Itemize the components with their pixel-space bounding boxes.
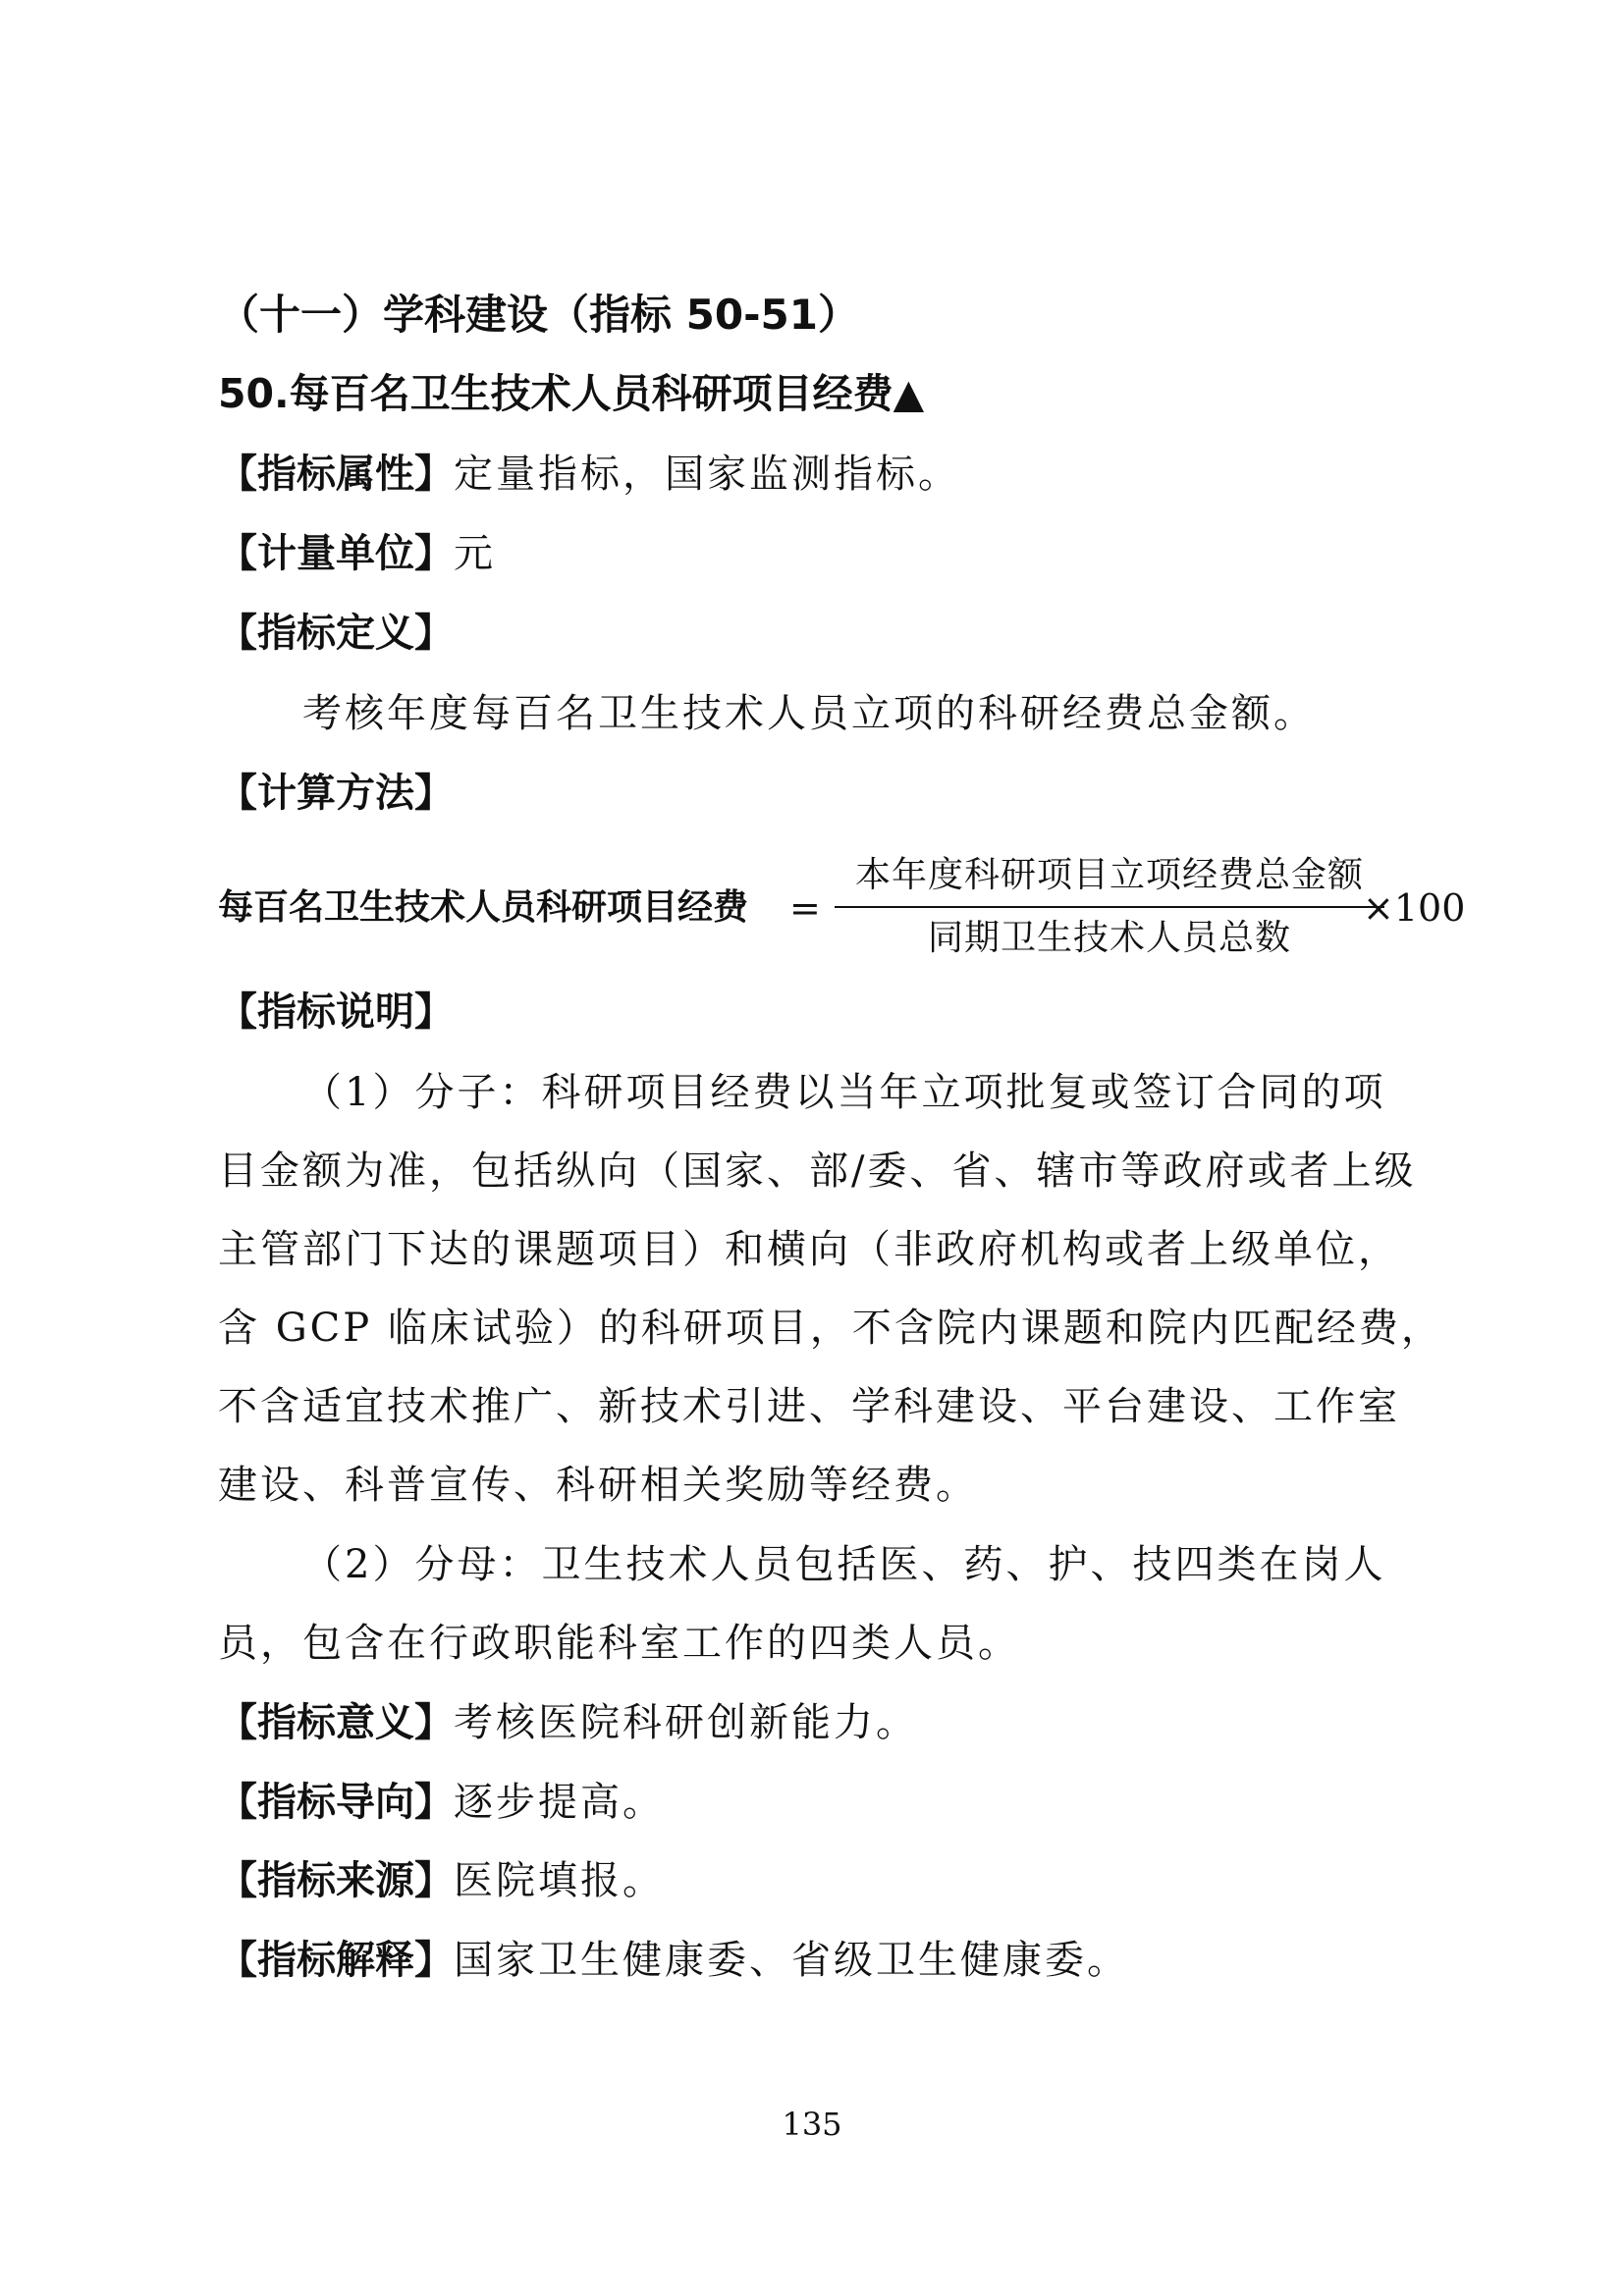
significance-row [218,1695,1435,1750]
interpretation-label: 【指标解释】 [218,1938,454,1983]
definition-label: 【指标定义】 [218,611,454,656]
orientation-row [218,1775,1435,1830]
explanation-line: 主管部门下达的课题项目）和横向（非政府机构或者上级单位， [218,1227,1400,1272]
calculation-label: 【计算方法】 [218,771,454,816]
explanation-line: 建设、科普宣传、科研相关奖励等经费。 [218,1463,978,1508]
explanation-line: 目金额为准，包括纵向（国家、部/委、省、辖市等政府或者上级 [218,1148,1417,1194]
calculation-formula [218,844,1485,972]
definition-label-row [218,606,1435,661]
formula-multiplier [1363,883,1465,933]
definition-text: 考核年度每百名卫生技术人员立项的科研经费总金额。 [302,691,1316,736]
attribute-value: 定量指标，国家监测指标。 [454,452,960,497]
times-sign: × [1363,886,1394,930]
source-label: 【指标来源】 [218,1858,454,1903]
section-title: （十一）学科建设（指标 50-51） [218,291,859,339]
formula-numerator: 本年度科研项目立项经费总金额 [854,855,1364,895]
fraction-bar [835,906,1384,908]
orientation-label: 【指标导向】 [218,1780,454,1825]
orientation-value: 逐步提高。 [454,1780,665,1825]
explanation-line: （1）分子：科研项目经费以当年立项批复或签订合同的项 [302,1070,1386,1115]
unit-row [218,526,1435,581]
formula-lhs: 每百名卫生技术人员科研项目经费 [218,887,749,928]
source-row [218,1853,1435,1908]
interpretation-value: 国家卫生健康委、省级卫生健康委。 [454,1938,1129,1983]
explanation-label-row [218,985,1435,1040]
unit-value: 元 [454,531,496,576]
significance-value: 考核医院科研创新能力。 [454,1700,918,1745]
explanation-line: 含 GCP 临床试验）的科研项目，不含院内课题和院内匹配经费， [218,1306,1443,1351]
explanation-line: 不含适宜技术推广、新技术引进、学科建设、平台建设、工作室 [218,1384,1400,1429]
interpretation-row [218,1933,1435,1988]
formula-fraction [835,844,1591,972]
attribute-row [218,447,1435,502]
explanation-line: （2）分母：卫生技术人员包括医、药、护、技四类在岗人 [302,1542,1386,1587]
unit-label: 【计量单位】 [218,531,454,576]
multiplier-value: 100 [1393,886,1466,930]
calculation-label-row [218,766,1435,821]
significance-label: 【指标意义】 [218,1700,454,1745]
page-number: 135 [782,2106,842,2143]
formula-equals: = [789,886,821,930]
attribute-label: 【指标属性】 [218,452,454,497]
source-value: 医院填报。 [454,1858,665,1903]
explanation-label: 【指标说明】 [218,989,454,1035]
indicator-title: 50.每百名卫生技术人员科研项目经费▲ [218,370,925,417]
formula-denominator: 同期卫生技术人员总数 [927,918,1291,958]
explanation-line: 员，包含在行政职能科室工作的四类人员。 [218,1621,1020,1666]
